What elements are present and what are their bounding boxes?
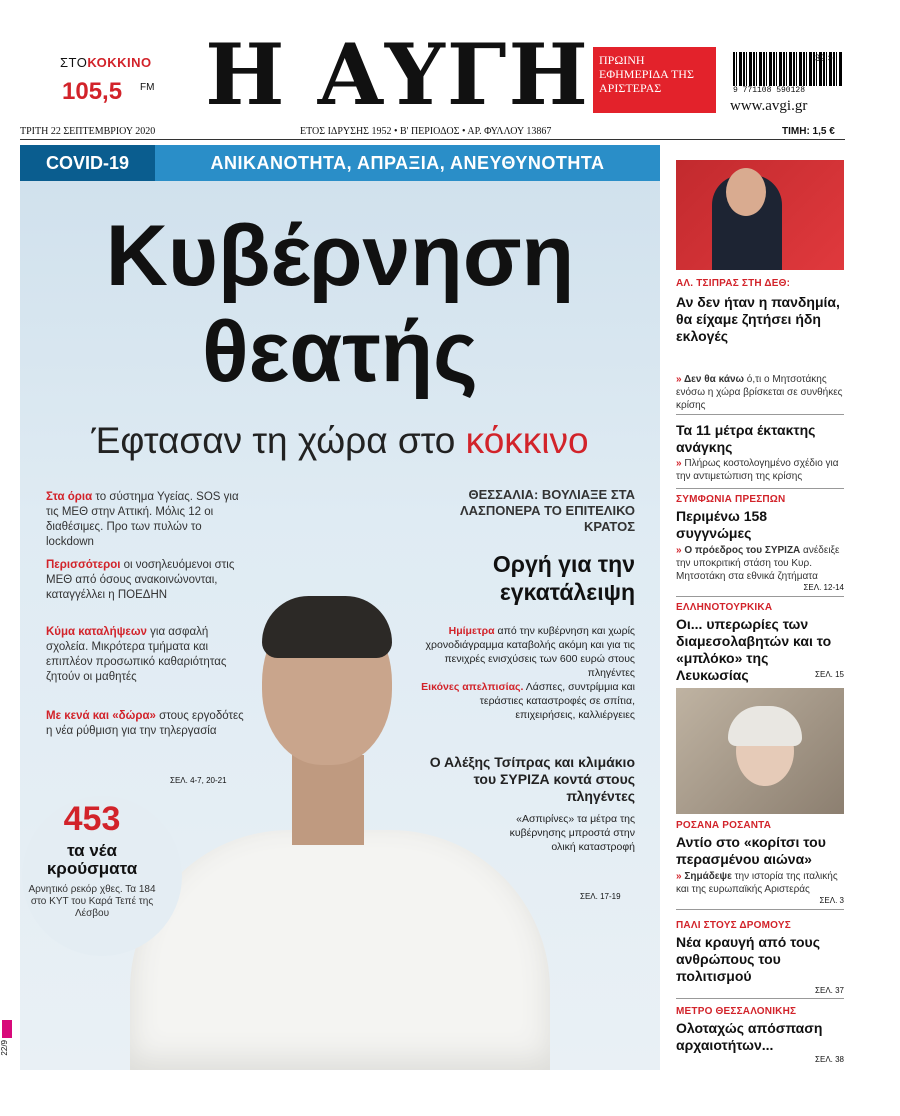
sidebar-headline: Οι... υπερωρίες των διαμεσολαβητών και το «μπλόκο» της Λευκωσίας [676, 616, 832, 683]
sidebar-divider [676, 414, 844, 415]
newspaper-title: Η ΑΥΓΗ [205, 25, 590, 124]
sidebar-kicker: ΜΕΤΡΟ ΘΕΣΣΑΛΟΝΙΚΗΣ [676, 1006, 797, 1017]
lead-pages: ΣΕΛ. 4-7, 20-21 [170, 776, 227, 785]
sidebar-text: » Πλήρως κοστολογημένο σχέδιο για την αντιμετώπιση της κρίσης [676, 458, 839, 482]
lead-photo-body [130, 830, 550, 1070]
radio-band: FM [140, 82, 155, 93]
cases-number: 453 [63, 800, 121, 838]
sidebar-headline: Νέα κραυγή από τους ανθρώπους του πολιτισμού [676, 934, 820, 984]
sidebar-kicker: ΕΛΛΗΝΟΤΟΥΡΚΙΚΑ [676, 602, 773, 613]
issue-date: ΤΡΙΤΗ 22 ΣΕΠΤΕΜΒΡΙΟΥ 2020 [20, 126, 156, 137]
thessalia-kicker: ΘΕΣΣΑΛΙΑ: ΒΟΥΛΙΑΞΕ ΣΤΑ ΛΑΣΠΟΝΕΡΑ ΤΟ ΕΠΙΤΕΛΙΚΟ ΚΡΑΤΟΣ [459, 487, 635, 534]
tsipras-visit: Ο Αλέξης Τσίπρας και κλιμάκιο του ΣΥΡΙΖΑ κοντά στους πληγέντες [429, 754, 635, 804]
sidebar-kicker: ΡΟΣΑΝΑ ΡΟΣΑΝΤΑ [676, 820, 772, 831]
sidebar-headline: Περιμένω 158 συγγνώμες [676, 508, 768, 541]
cases-text: Αρνητικό ρεκόρ χθες. Τα 184 στο ΚΥΤ του Καρά Τεπέ της Λέσβου [28, 884, 156, 919]
sidebar-kicker: ΠΑΛΙ ΣΤΟΥΣ ΔΡΟΜΟΥΣ [676, 920, 791, 931]
lead-bullet: Στα όρια το σύστημα Υγείας. SOS για τις ΜΕΘ στην Αττική. Μόλις 12 οι διαθέσιμες. Προ των πυλών το lockdown [46, 491, 239, 548]
main-subhead: Έφτασαν τη χώρα στο κόκκινο [91, 420, 589, 461]
price: ΤΙΜΗ: 1,5 € [782, 126, 835, 137]
website: www.avgi.gr [730, 98, 808, 114]
edition-info: ΕΤΟΣ ΙΔΡΥΣΗΣ 1952 • Β' ΠΕΡΙΟΔΟΣ • ΑΡ. ΦΥΛΛΟΥ 13867 [300, 126, 552, 137]
covid-tag: COVID-19 [20, 145, 155, 181]
sidebar-kicker: ΑΛ. ΤΣΙΠΡΑΣ ΣΤΗ ΔΕΘ: [676, 278, 791, 289]
cases-caption: τα νέα κρούσματα [46, 841, 138, 878]
side-date-label: 22/9 [0, 1040, 9, 1056]
rossanda-photo [676, 688, 844, 814]
lead-bullet: Με κενά και «δώρα» στους εργοδότες η νέα ρύθμιση για την τηλεργασία [46, 710, 244, 737]
barcode-number: 9 771108 590128 [733, 86, 806, 95]
thessalia-text: Ημίμετρα από την κυβέρνηση και χωρίς χρονοδιάγραμμα καταβολής ακόμη και για τις πενιχρές ενισχύσεις των 600 ευρώ στους πληγέντες Εικόνες απελπισίας. Λάσπες, συντρίμμια και τεράστιες καταστροφές σε σπίτια, επιχειρήσεις, καλλιέργειες [421, 625, 635, 721]
sidebar-text: » Ο πρόεδρος του ΣΥΡΙΖΑ ανέδειξε την υποκριτική στάση του Κυρ. Μητσοτάκη στα εθνικά ζητήματα [676, 545, 840, 582]
tsipras-photo [676, 160, 844, 270]
sidebar-divider [676, 909, 844, 910]
radio-frequency: 105,5 [62, 78, 123, 105]
sidebar-kicker: ΣΥΜΦΩΝΙΑ ΠΡΕΣΠΩΝ [676, 494, 786, 505]
lead-photo-neck [292, 755, 364, 845]
sidebar-headline: Ολοταχώς απόσπαση αρχαιοτήτων... [676, 1020, 823, 1053]
main-headline-line2: θεατής [202, 304, 478, 400]
sidebar-headline: Αντίο στο «κορίτσι του περασμένου αιώνα» [676, 834, 826, 867]
sidebar-divider [676, 998, 844, 999]
thessalia-headline: Οργή για την εγκατάλειψη [492, 551, 635, 605]
lead-bullet: Κύμα καταλήψεων για ασφαλή σχολεία. Μικρότερα τμήματα και επιπλέον προσωπικό καθαριότητας ζητούν οι μαθητές [46, 626, 227, 683]
radio-logo: ΣΤΟΚΟΚΚΙΝΟ [60, 55, 152, 70]
date-marker [2, 1020, 12, 1038]
barcode-issue: 39 > [815, 53, 833, 63]
sidebar-text: » Σημάδεψε την ιστορία της ιταλικής και της ευρωπαϊκής Αριστεράς [676, 871, 838, 895]
covid-banner: ΑΝΙΚΑΝΟΤΗΤΑ, ΑΠΡΑΞΙΑ, ΑΝΕΥΘΥΝΟΤΗΤΑ [155, 145, 660, 181]
sidebar-headline: Τα 11 μέτρα έκτακτης ανάγκης [676, 422, 816, 455]
sidebar-pages: ΣΕΛ. 3 [819, 896, 844, 905]
sidebar-pages: ΣΕΛ. 37 [815, 986, 844, 995]
sidebar-pages: ΣΕΛ. 12-14 [803, 583, 844, 592]
sidebar-pages: ΣΕΛ. 38 [815, 1055, 844, 1064]
sidebar-pages: ΣΕΛ. 15 [815, 670, 844, 679]
sidebar-divider [676, 488, 844, 489]
sidebar-headline: Αν δεν ήταν η πανδημία, θα είχαμε ζητήσει ήδη εκλογές [676, 294, 840, 344]
tagline: ΠΡΩΙΝΗ ΕΦΗΜΕΡΙΔΑ ΤΗΣ ΑΡΙΣΤΕΡΑΣ [593, 47, 716, 113]
sidebar-text: » Δεν θα κάνω ό,τι ο Μητσοτάκης ενόσω η χώρα βρίσκεται σε συνθήκες κρίσης [676, 374, 843, 411]
main-headline-line1: Κυβέρνηση [105, 208, 575, 304]
lead-bullet: Περισσότεροι οι νοσηλευόμενοι στις ΜΕΘ από όσους ανακοινώνονται, καταγγέλλει η ΠΟΕΔΗΝ [46, 559, 235, 601]
thessalia-pages: ΣΕΛ. 17-19 [580, 892, 621, 901]
lead-photo-hair [262, 596, 392, 658]
aspirines-text: «Ασπιρίνες» τα μέτρα της κυβέρνησης μπροστά στην ολική καταστροφή [509, 813, 635, 853]
masthead-rule [20, 139, 845, 140]
main-headline [20, 208, 660, 400]
sidebar-divider [676, 596, 844, 597]
